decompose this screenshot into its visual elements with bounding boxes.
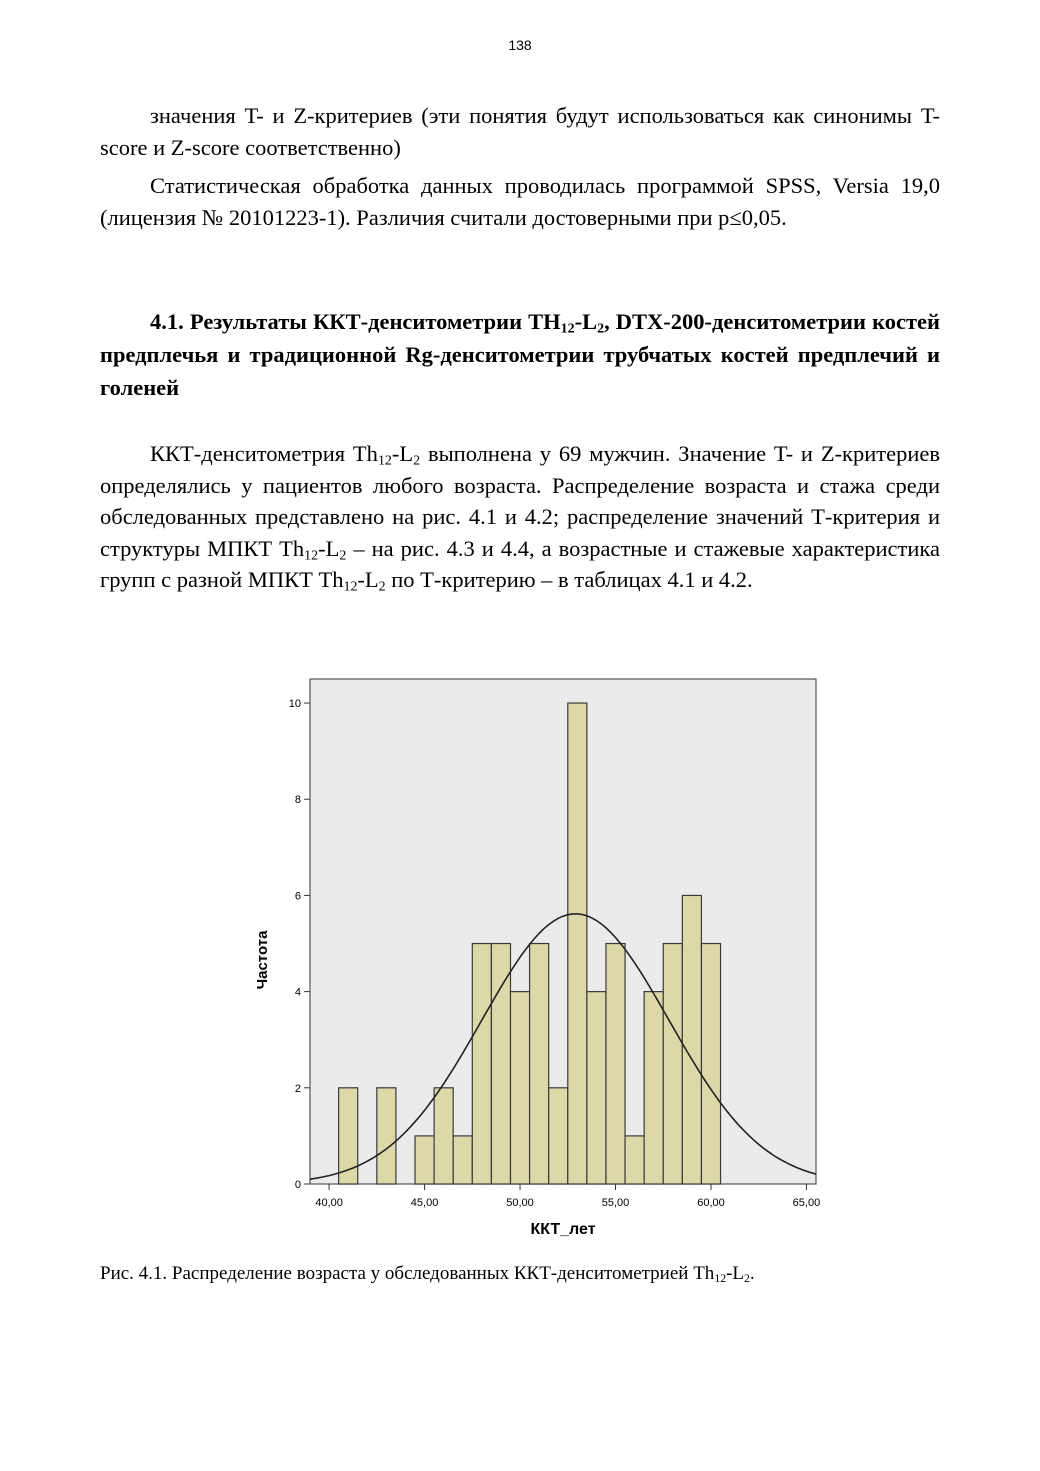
histogram-bar-16 <box>682 895 701 1184</box>
histogram-bar-11 <box>587 992 606 1184</box>
paragraph-3-text <box>100 438 940 596</box>
x-axis-label: ККТ_лет <box>530 1221 596 1238</box>
y-tick-label-4: 8 <box>294 794 301 807</box>
subscript: 2 <box>339 547 347 563</box>
subscript: 2 <box>413 453 421 469</box>
caption-text: Рис. 4.1. Распределение возраста у обследованных ККТ-денситометрией Th <box>100 1263 715 1284</box>
y-tick-label-2: 4 <box>294 986 301 999</box>
text-run: -L <box>357 567 379 592</box>
heading-part: , DTX-200-денситометрии костей предплечья и традиционной Rg-денситометрии трубчатых костей предплечий и голеней <box>100 309 940 400</box>
histogram-bar-13 <box>625 1136 644 1184</box>
paragraph-1 <box>100 100 940 163</box>
paragraph-2-text: Статистическая обработка данных проводилась программой SPSS, Versia 19,0 (лицензия № 20101223-1). Различия считали достоверными при p≤0,05. <box>100 173 940 230</box>
section-number: 4.1. <box>150 309 184 334</box>
text-run: выполнена у 69 мужчин. Значение T- и Z-критериев определялись у пациентов любого возраста. Распределение возраста и стажа среди обследованных представлено на рис. 4.1 и 4.2; распределение значений Т-критерия и структуры МПКТ Th <box>100 441 941 561</box>
heading-part: -L <box>574 309 598 334</box>
caption-text: -L <box>726 1263 745 1284</box>
paragraph-2 <box>100 170 940 233</box>
heading-subscript: 2 <box>597 321 605 337</box>
subscript: 12 <box>377 453 392 469</box>
histogram-bar-6 <box>491 944 510 1184</box>
subscript: 12 <box>304 547 319 563</box>
histogram-bar-7 <box>510 992 529 1184</box>
section-heading <box>100 305 940 404</box>
histogram-bar-1 <box>377 1088 396 1184</box>
x-tick-label-4: 60,00 <box>697 1197 725 1209</box>
histogram-bar-5 <box>472 944 491 1184</box>
x-tick-label-5: 65,00 <box>792 1197 821 1209</box>
text-run: -L <box>391 441 414 466</box>
paragraph-1-text: значения T- и Z-критериев (эти понятия будут использоваться как синонимы T-score и Z-score соответственно) <box>100 103 940 160</box>
x-tick-label-1: 45,00 <box>410 1197 439 1209</box>
age-histogram-figure <box>250 670 830 1250</box>
text-run: – на рис. 4.3 и 4.4, а возрастные и стажевые характеристика групп с разной МПКТ Th <box>100 535 940 592</box>
histogram-bar-10 <box>568 703 587 1184</box>
y-tick-label-5: 10 <box>288 698 301 711</box>
subscript: 2 <box>378 579 386 595</box>
text-run: по Т-критерию – в таблицах 4.1 и 4.2. <box>385 567 753 592</box>
subscript: 2 <box>744 1271 750 1285</box>
histogram-bar-3 <box>434 1088 453 1184</box>
page-number: 138 <box>508 37 532 53</box>
subscript: 12 <box>343 579 358 595</box>
heading-subscript: 12 <box>560 321 575 337</box>
histogram-bar-4 <box>453 1136 472 1184</box>
histogram-bar-12 <box>606 944 625 1184</box>
histogram-bar-15 <box>663 944 682 1184</box>
y-axis-label: Частота <box>254 930 271 990</box>
caption-text: . <box>749 1263 755 1284</box>
x-tick-label-0: 40,00 <box>315 1197 343 1209</box>
histogram-bar-8 <box>530 944 549 1184</box>
paragraph-3 <box>100 438 940 596</box>
text-run: ККТ-денситометрия Th <box>150 441 378 466</box>
histogram-bar-9 <box>549 1088 568 1184</box>
y-tick-label-1: 2 <box>294 1082 301 1095</box>
figure-caption <box>100 1260 940 1287</box>
y-tick-label-3: 6 <box>294 890 301 903</box>
histogram-bar-2 <box>415 1136 434 1184</box>
heading-part: Результаты ККТ-денситометрии TH <box>189 309 561 334</box>
histogram-bar-14 <box>644 992 663 1184</box>
x-tick-label-2: 50,00 <box>506 1197 534 1209</box>
x-tick-label-3: 55,00 <box>601 1197 630 1209</box>
text-run: -L <box>318 535 340 561</box>
y-tick-label-0: 0 <box>294 1179 301 1191</box>
subscript: 12 <box>714 1271 727 1285</box>
histogram-bar-17 <box>701 944 720 1184</box>
